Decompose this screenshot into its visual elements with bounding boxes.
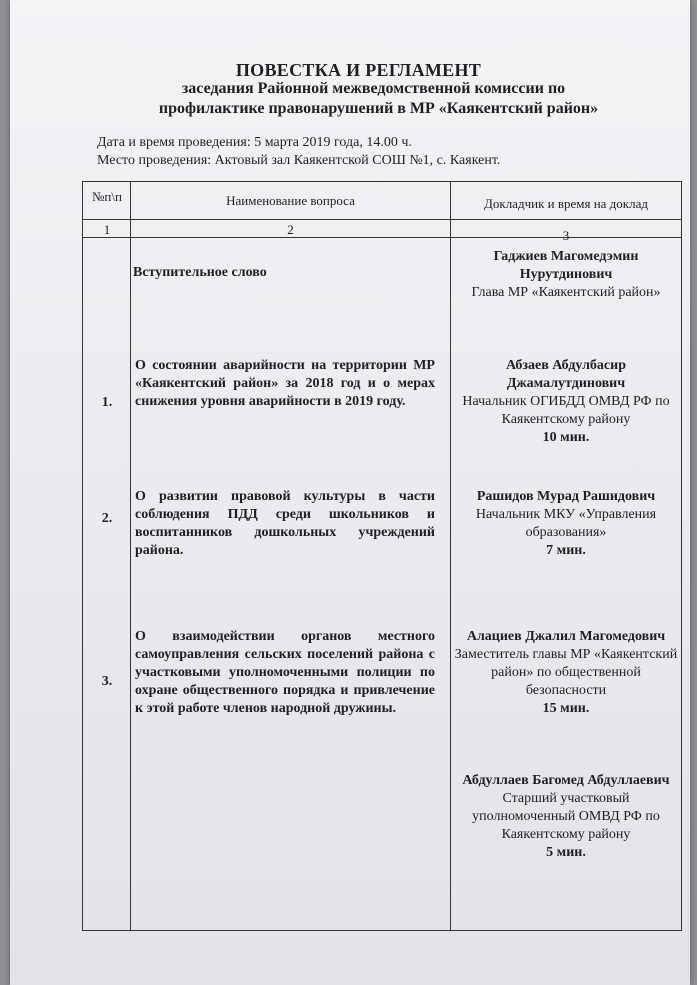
speaker-position: Заместитель главы МР «Каякентский район» по общественной безопасности	[454, 647, 678, 698]
speaker-time: 7 мин.	[546, 543, 586, 558]
speaker-block	[453, 488, 679, 560]
document-subtitle-line-1: заседания Районной межведомственной комиссии по	[181, 80, 566, 97]
speaker-name: Рашидов Мурад Рашидович	[476, 489, 656, 504]
agenda-item-number: 2.	[101, 511, 113, 526]
column-number-1: 1	[103, 222, 111, 237]
speaker-block	[453, 772, 679, 862]
agenda-item-number: 3.	[101, 674, 113, 689]
speaker-time: 10 мин.	[542, 430, 590, 445]
document-subtitle-line-2: профилактике правонарушений в МР «Каякентский район»	[158, 100, 599, 117]
speaker-time: 15 мин.	[542, 701, 590, 716]
agenda-question: О взаимодействии органов местного самоуправления сельских поселений района с участковыми уполномоченными полиции по охране общественного порядка и привлечение к этой работе членов народной дружины.	[135, 629, 435, 716]
agenda-question: О развитии правовой культуры в части соблюдения ПДД среди школьников и воспитанников дошкольных учреждений района.	[135, 489, 435, 558]
header-question: Наименование вопроса	[226, 193, 355, 208]
column-number-2: 2	[287, 222, 294, 237]
meeting-date: Дата и время проведения: 5 марта 2019 года, 14.00 ч.	[97, 135, 412, 150]
speaker-position: Глава МР «Каякентский район»	[471, 285, 661, 300]
speaker-position: Начальник ОГИБДД ОМВД РФ по Каякентскому району	[462, 394, 670, 427]
speaker-block	[453, 628, 679, 718]
agenda-item-number: 1.	[101, 395, 113, 410]
speaker-name: Абдуллаев Багомед Абдуллаевич	[462, 773, 670, 788]
meeting-place: Место проведения: Актовый зал Каякентской СОШ №1, с. Каякент.	[97, 153, 501, 168]
header-number: №п\п	[92, 189, 122, 204]
agenda-question: Вступительное слово	[133, 265, 267, 280]
speaker-block	[453, 248, 679, 302]
speaker-time: 5 мин.	[546, 845, 586, 860]
document-title: ПОВЕСТКА И РЕГЛАМЕНТ	[235, 60, 482, 80]
column-divider	[450, 182, 451, 930]
speaker-name: Гаджиев Магомедэмин Нурутдинович	[493, 249, 639, 282]
speaker-name: Абзаев Абдулбасир Джамалутдинович	[505, 358, 626, 391]
speaker-name: Алациев Джалил Магомедович	[466, 629, 666, 644]
row-divider	[83, 219, 681, 220]
speaker-block	[453, 357, 679, 447]
column-number-3: 3	[562, 228, 570, 243]
agenda-question: О состоянии аварийности на территории МР «Каякентский район» за 2018 год и о мерах снижения уровня аварийности в 2019 году.	[135, 358, 435, 409]
speaker-position: Старший участковый уполномоченный ОМВД РФ по Каякентскому району	[472, 791, 660, 842]
column-divider	[130, 182, 131, 930]
header-speaker: Докладчик и время на доклад	[484, 196, 648, 211]
speaker-position: Начальник МКУ «Управления образования»	[475, 507, 657, 540]
agenda-table	[82, 181, 682, 931]
